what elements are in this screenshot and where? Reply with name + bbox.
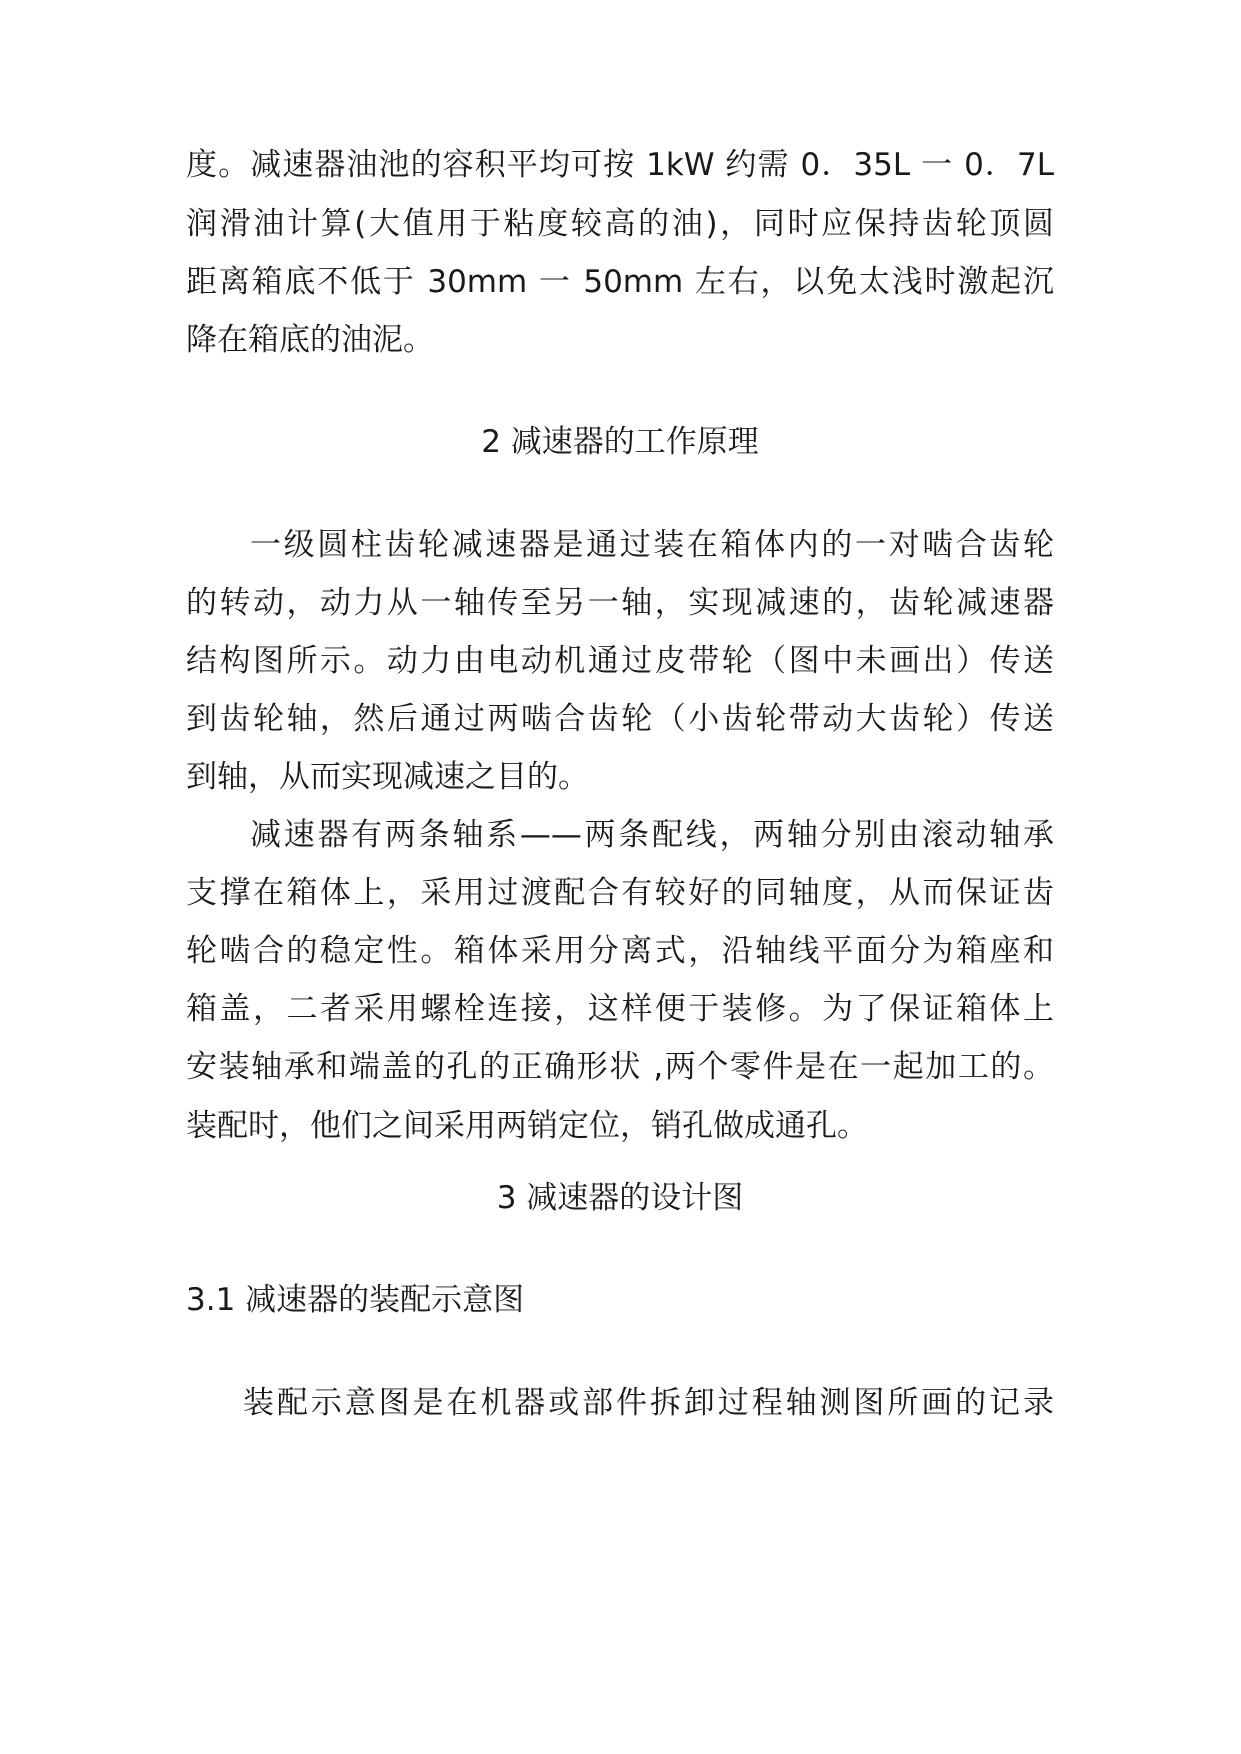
paragraph-3-line-3: 轮啮合的稳定性。箱体采用分离式，沿轴线平面分为箱座和 [186,933,1054,969]
paragraph-2-line-4: 到齿轮轴，然后通过两啮合齿轮（小齿轮带动大齿轮）传送 [186,701,1054,737]
paragraph-2-line-2: 的转动，动力从一轴传至另一轴，实现减速的，齿轮减速器 [186,585,1054,621]
paragraph-1-line-1: 度。减速器油池的容积平均可按 1kW 约需 0．35L 一 0．7L [186,147,1054,183]
paragraph-3-line-4: 箱盖，二者采用螺栓连接，这样便于装修。为了保证箱体上 [186,991,1054,1027]
paragraph-3-line-2: 支撑在箱体上，采用过渡配合有较好的同轴度，从而保证齿 [186,875,1054,911]
paragraph-3-line-6: 装配时，他们之间采用两销定位，销孔做成通孔。 [186,1108,868,1144]
paragraph-3-line-5: 安装轴承和端盖的孔的正确形状 ,两个零件是在一起加工的。 [186,1049,1054,1085]
paragraph-1-line-2: 润滑油计算(大值用于粘度较高的油)，同时应保持齿轮顶圆 [186,206,1054,242]
paragraph-1-line-3: 距离箱底不低于 30mm 一 50mm 左右，以免太浅时激起沉 [186,264,1054,300]
paragraph-3-line-1: 减速器有两条轴系——两条配线，两轴分别由滚动轴承 [250,817,1054,853]
section-3-heading: 3 减速器的设计图 [496,1180,744,1216]
paragraph-2-line-3: 结构图所示。动力由电动机通过皮带轮（图中未画出）传送 [186,643,1054,679]
paragraph-2-line-1: 一级圆柱齿轮减速器是通过装在箱体内的一对啮合齿轮 [250,527,1054,563]
paragraph-1-line-4: 降在箱底的油泥。 [186,322,434,358]
paragraph-4-line-1: 装配示意图是在机器或部件拆卸过程轴测图所画的记录 [243,1385,1054,1421]
paragraph-2-line-5: 到轴，从而实现减速之目的。 [186,759,589,795]
subsection-3-1-heading: 3.1 减速器的装配示意图 [186,1282,525,1318]
section-2-heading: 2 减速器的工作原理 [481,424,759,460]
